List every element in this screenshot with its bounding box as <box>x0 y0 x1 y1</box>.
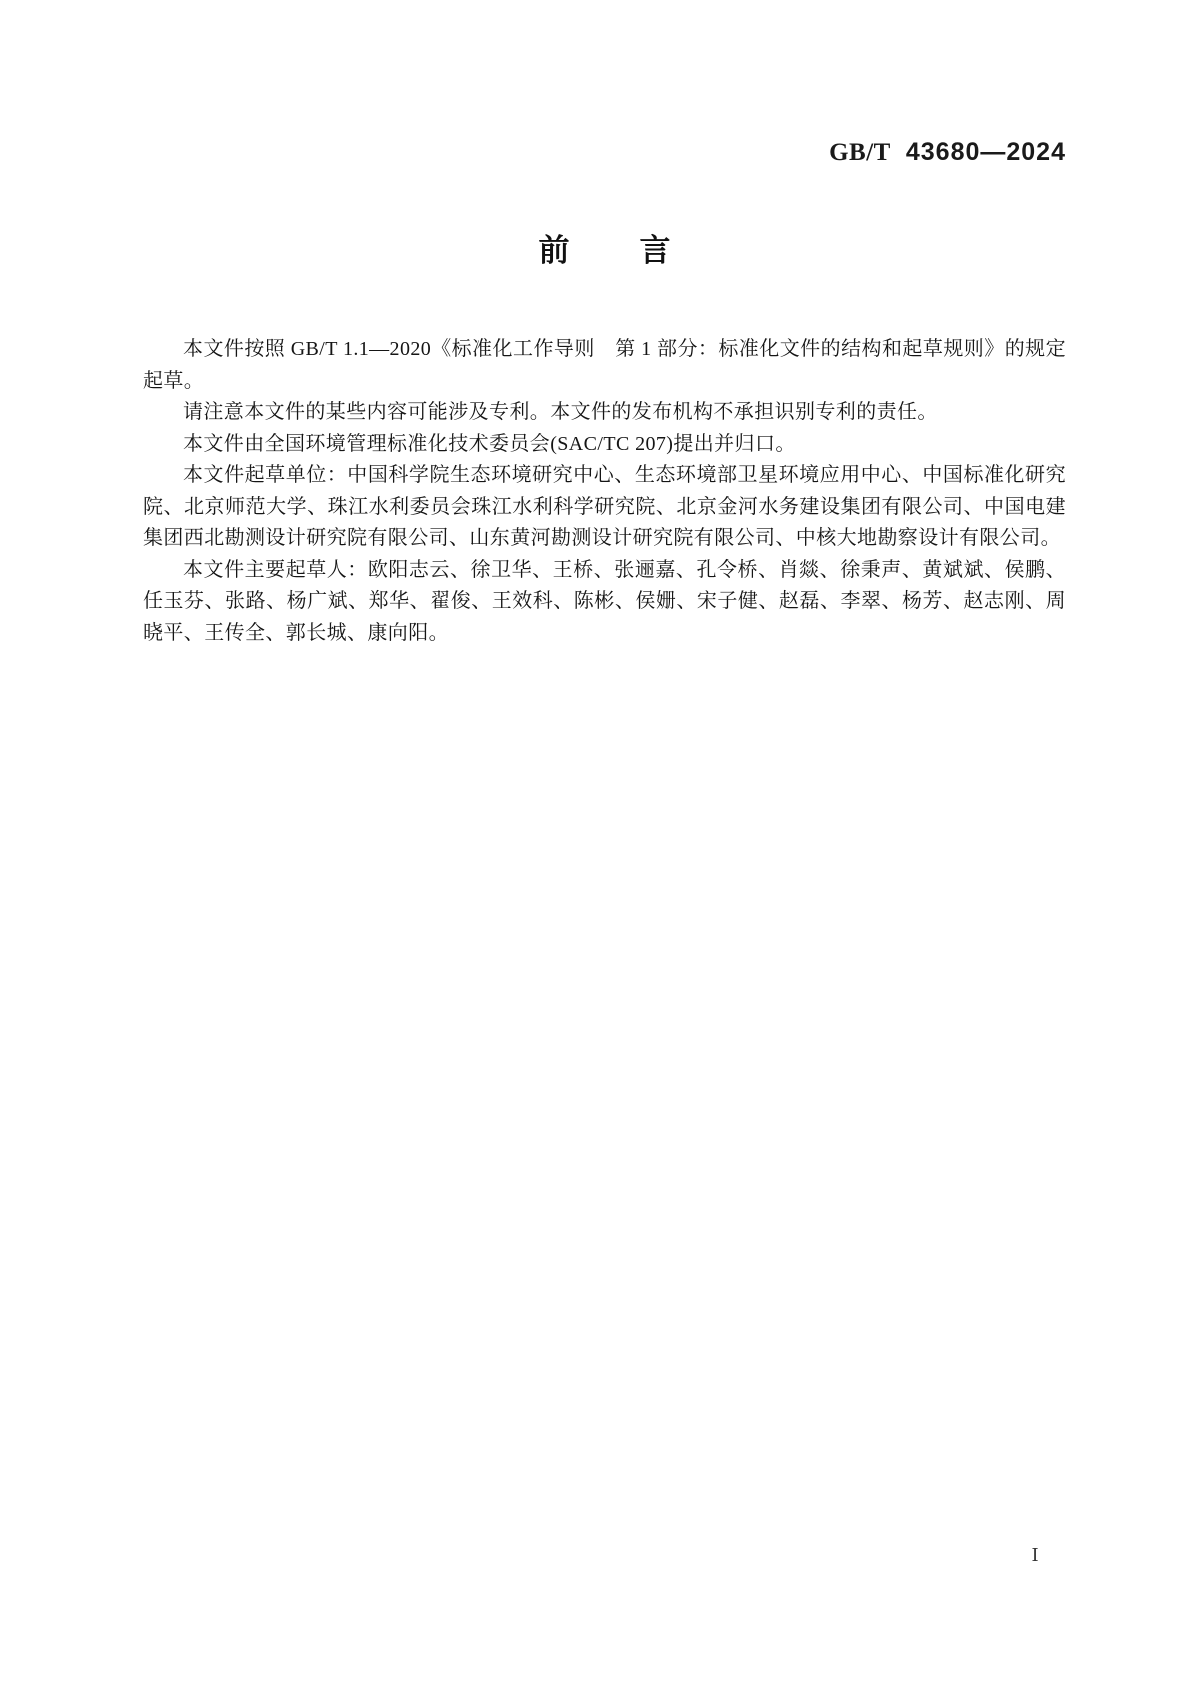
page-title-char: 言 <box>639 233 671 268</box>
standard-code-number: 43680—2024 <box>905 138 1066 166</box>
page-header <box>143 138 1066 167</box>
foreword-paragraph-drafting-rules: 本文件按照 GB/T 1.1—2020《标准化工作导则 第 1 部分：标准化文件的结构和起草规则》的规定起草。 <box>143 338 1066 392</box>
page-title <box>143 232 1066 271</box>
foreword-paragraph-patent-notice: 请注意本文件的某些内容可能涉及专利。本文件的发布机构不承担识别专利的责任。 <box>183 401 938 423</box>
foreword-paragraph-drafting-organizations: 本文件起草单位：中国科学院生态环境研究中心、生态环境部卫星环境应用中心、中国标准化研究院、北京师范大学、珠江水利委员会珠江水利科学研究院、北京金河水务建设集团有限公司、中国电建集团西北勘测设计研究院有限公司、山东黄河勘测设计研究院有限公司、中核大地勘察设计有限公司。 <box>143 464 1066 549</box>
page-title-char: 前 <box>538 233 570 268</box>
standard-code-prefix: GB/T <box>829 139 891 166</box>
foreword-paragraph-drafters: 本文件主要起草人：欧阳志云、徐卫华、王桥、张逦嘉、孔令桥、肖燚、徐秉声、黄斌斌、侯鹏、任玉芬、张路、杨广斌、郑华、翟俊、王效科、陈彬、侯姗、宋子健、赵磊、李翠、杨芳、赵志刚、周晓平、王传全、郭长城、康向阳。 <box>143 558 1066 644</box>
foreword-paragraph-committee: 本文件由全国环境管理标准化技术委员会(SAC/TC 207)提出并归口。 <box>183 432 796 455</box>
foreword-body <box>143 334 1066 649</box>
page-number: Ⅰ <box>1031 1545 1039 1565</box>
standard-code <box>829 138 1066 166</box>
